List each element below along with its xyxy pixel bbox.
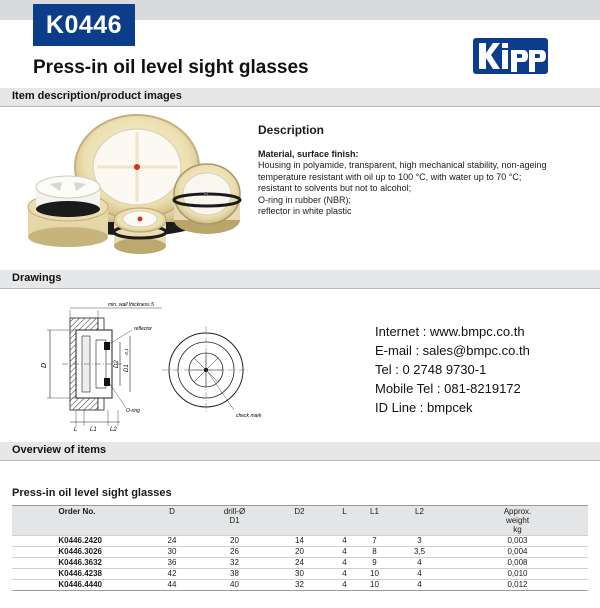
contact-email: E-mail : sales@bmpc.co.th: [375, 343, 530, 358]
col-weight-line2: weight: [505, 516, 530, 525]
product-photo: [22, 112, 247, 260]
dim-l-label: L: [74, 427, 78, 433]
cell-l1: 8: [357, 547, 392, 558]
cell-d2: 20: [267, 547, 332, 558]
dim-l2-label: L2: [110, 427, 117, 433]
col-order: Order No.: [12, 506, 142, 536]
description-title: Description: [258, 123, 325, 137]
cell-l2: 3: [392, 536, 447, 547]
col-drill-line2: D1: [229, 516, 240, 525]
section-header-item-description: [0, 88, 600, 106]
cell-weight: 0,010: [447, 569, 588, 580]
oring-label: O-ring: [126, 408, 140, 414]
col-d: D: [142, 506, 202, 536]
col-weight-line3: kg: [513, 525, 522, 534]
material-line: resistant to solvents but not to alcohol;: [258, 183, 412, 193]
cell-d2: 24: [267, 558, 332, 569]
cell-l1: 10: [357, 580, 392, 591]
dim-d1-label: D1: [124, 364, 130, 372]
material-line: temperature resistant with oil up to 100 °C, with water up to 70 °C;: [258, 171, 522, 182]
col-l2: L2: [392, 506, 447, 536]
cell-d1: 32: [202, 558, 267, 569]
dim-d-label: D: [41, 362, 48, 368]
cell-d: 30: [142, 547, 202, 558]
contact-mobile: Mobile Tel : 081-8219172: [375, 381, 521, 396]
section-label: Drawings: [12, 272, 62, 284]
table-row: [12, 580, 588, 591]
table-title: Press-in oil level sight glasses: [12, 487, 172, 499]
product-code-badge: K0446: [33, 4, 135, 46]
cell-order: K0446.3632: [12, 558, 142, 569]
section-header-drawings: [0, 270, 600, 288]
cell-l: 4: [332, 558, 357, 569]
cell-order: K0446.4238: [12, 569, 142, 580]
cell-order: K0446.2420: [12, 536, 142, 547]
cell-l1: 10: [357, 569, 392, 580]
cell-d2: 30: [267, 569, 332, 580]
cell-l: 4: [332, 580, 357, 591]
cell-l1: 7: [357, 536, 392, 547]
cell-d1: 20: [202, 536, 267, 547]
cell-d: 24: [142, 536, 202, 547]
section-header-overview: [0, 442, 600, 460]
cell-order: K0446.3026: [12, 547, 142, 558]
cell-d: 42: [142, 569, 202, 580]
cell-d2: 14: [267, 536, 332, 547]
cell-l2: 3,5: [392, 547, 447, 558]
contact-internet: Internet : www.bmpc.co.th: [375, 324, 525, 339]
dim-d1-tolerance: -0,1: [124, 348, 129, 356]
section-label: Item description/product images: [12, 90, 182, 102]
material-line: O-ring in rubber (NBR);: [258, 194, 352, 205]
col-drill: [202, 506, 267, 536]
material-text: [258, 160, 588, 218]
cell-d: 44: [142, 580, 202, 591]
col-l1: L1: [357, 506, 392, 536]
material-line: Housing in polyamide, transparent, high mechanical stability, non-ageing: [258, 160, 547, 170]
cell-l: 4: [332, 536, 357, 547]
cell-d1: 40: [202, 580, 267, 591]
cell-weight: 0,004: [447, 547, 588, 558]
cell-l2: 4: [392, 558, 447, 569]
items-table: [12, 505, 588, 591]
contact-line-id: ID Line : bmpcek: [375, 400, 473, 415]
kipp-logo: [473, 38, 548, 74]
section-label: Overview of items: [12, 444, 107, 456]
col-weight: [447, 506, 588, 536]
divider: [0, 288, 600, 289]
divider: [0, 460, 600, 461]
cell-weight: 0,003: [447, 536, 588, 547]
divider: [0, 106, 600, 107]
table-row: [12, 547, 588, 558]
cell-weight: 0,012: [447, 580, 588, 591]
col-weight-line1: Approx.: [503, 507, 532, 516]
technical-drawing: [22, 296, 352, 434]
cell-d1: 26: [202, 547, 267, 558]
check-mark-label: check mark: [236, 413, 262, 419]
cell-l1: 9: [357, 558, 392, 569]
col-d2: D2: [267, 506, 332, 536]
cell-order: K0446.4440: [12, 580, 142, 591]
cell-d2: 32: [267, 580, 332, 591]
cell-l: 4: [332, 569, 357, 580]
cell-d1: 38: [202, 569, 267, 580]
table-row: [12, 536, 588, 547]
dim-l1-label: L1: [90, 427, 97, 433]
material-line: reflector in white plastic: [258, 206, 352, 216]
table-header-row: [12, 506, 588, 536]
table-row: [12, 558, 588, 569]
cell-weight: 0,008: [447, 558, 588, 569]
cell-d: 36: [142, 558, 202, 569]
col-drill-line1: drill-Ø: [223, 507, 246, 516]
contact-block: [375, 322, 530, 417]
page-title: Press-in oil level sight glasses: [33, 57, 309, 78]
wall-thickness-label: min. wall thickness 5: [108, 302, 154, 308]
cell-l2: 4: [392, 580, 447, 591]
material-title: Material, surface finish:: [258, 149, 359, 159]
col-l: L: [332, 506, 357, 536]
dim-d2-label: D2: [114, 360, 120, 368]
cell-l2: 4: [392, 569, 447, 580]
reflector-label: reflector: [134, 326, 153, 332]
contact-tel: Tel : 0 2748 9730-1: [375, 362, 487, 377]
table-row: [12, 569, 588, 580]
cell-l: 4: [332, 547, 357, 558]
